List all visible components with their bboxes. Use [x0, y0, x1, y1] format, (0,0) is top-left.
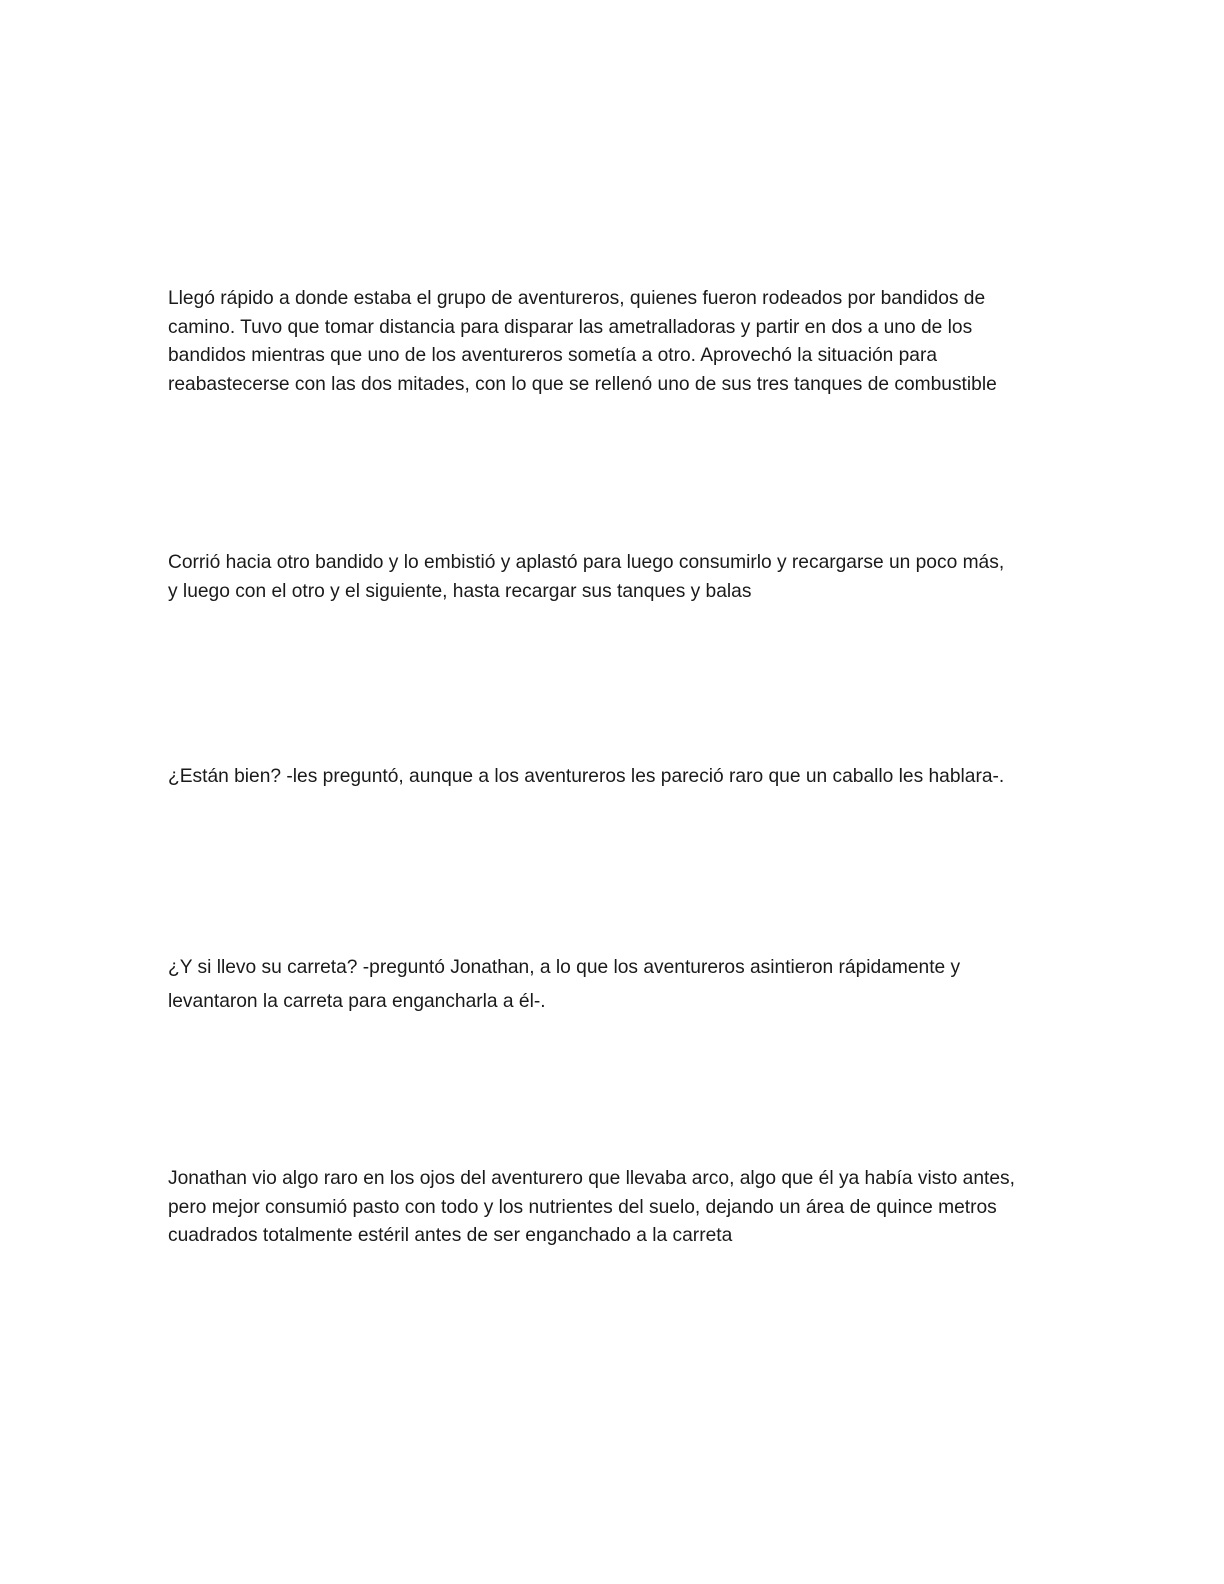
paragraph-line: cuadrados totalmente estéril antes de ser enganchado a la carreta [168, 1225, 733, 1246]
paragraph-line: levantaron la carreta para engancharla a él-. [168, 990, 546, 1012]
paragraph-3 [168, 763, 1058, 792]
paragraph-line: reabastecerse con las dos mitades, con lo que se rellenó uno de sus tres tanques de combustible [168, 373, 997, 395]
paragraph-line: Corrió hacia otro bandido y lo embistió y aplastó para luego consumirlo y recargarse un poco más, [168, 552, 1005, 573]
paragraph-line: ¿Y si llevo su carreta? -preguntó Jonathan, a lo que los aventureros asintieron rápidamente y [168, 957, 961, 978]
paragraph-line: y luego con el otro y el siguiente, hasta recargar sus tanques y balas [168, 580, 752, 602]
paragraph-2 [168, 549, 1058, 606]
paragraph-line: Llegó rápido a donde estaba el grupo de aventureros, quienes fueron rodeados por bandidos de [168, 288, 986, 309]
paragraph-1 [168, 285, 1058, 399]
paragraph-line: pero mejor consumió pasto con todo y los nutrientes del suelo, dejando un área de quince metros [168, 1196, 997, 1218]
paragraph-5 [168, 1165, 1058, 1251]
paragraph-line: camino. Tuvo que tomar distancia para disparar las ametralladoras y partir en dos a uno de los [168, 316, 973, 338]
paragraph-line: ¿Están bien? -les preguntó, aunque a los aventureros les pareció raro que un caballo les hablara-. [168, 766, 1005, 787]
paragraph-line: Jonathan vio algo raro en los ojos del aventurero que llevaba arco, algo que él ya había visto antes, [168, 1168, 1015, 1189]
paragraph-line: bandidos mientras que uno de los aventureros sometía a otro. Aprovechó la situación para [168, 345, 938, 366]
paragraph-4 [168, 954, 1058, 1016]
